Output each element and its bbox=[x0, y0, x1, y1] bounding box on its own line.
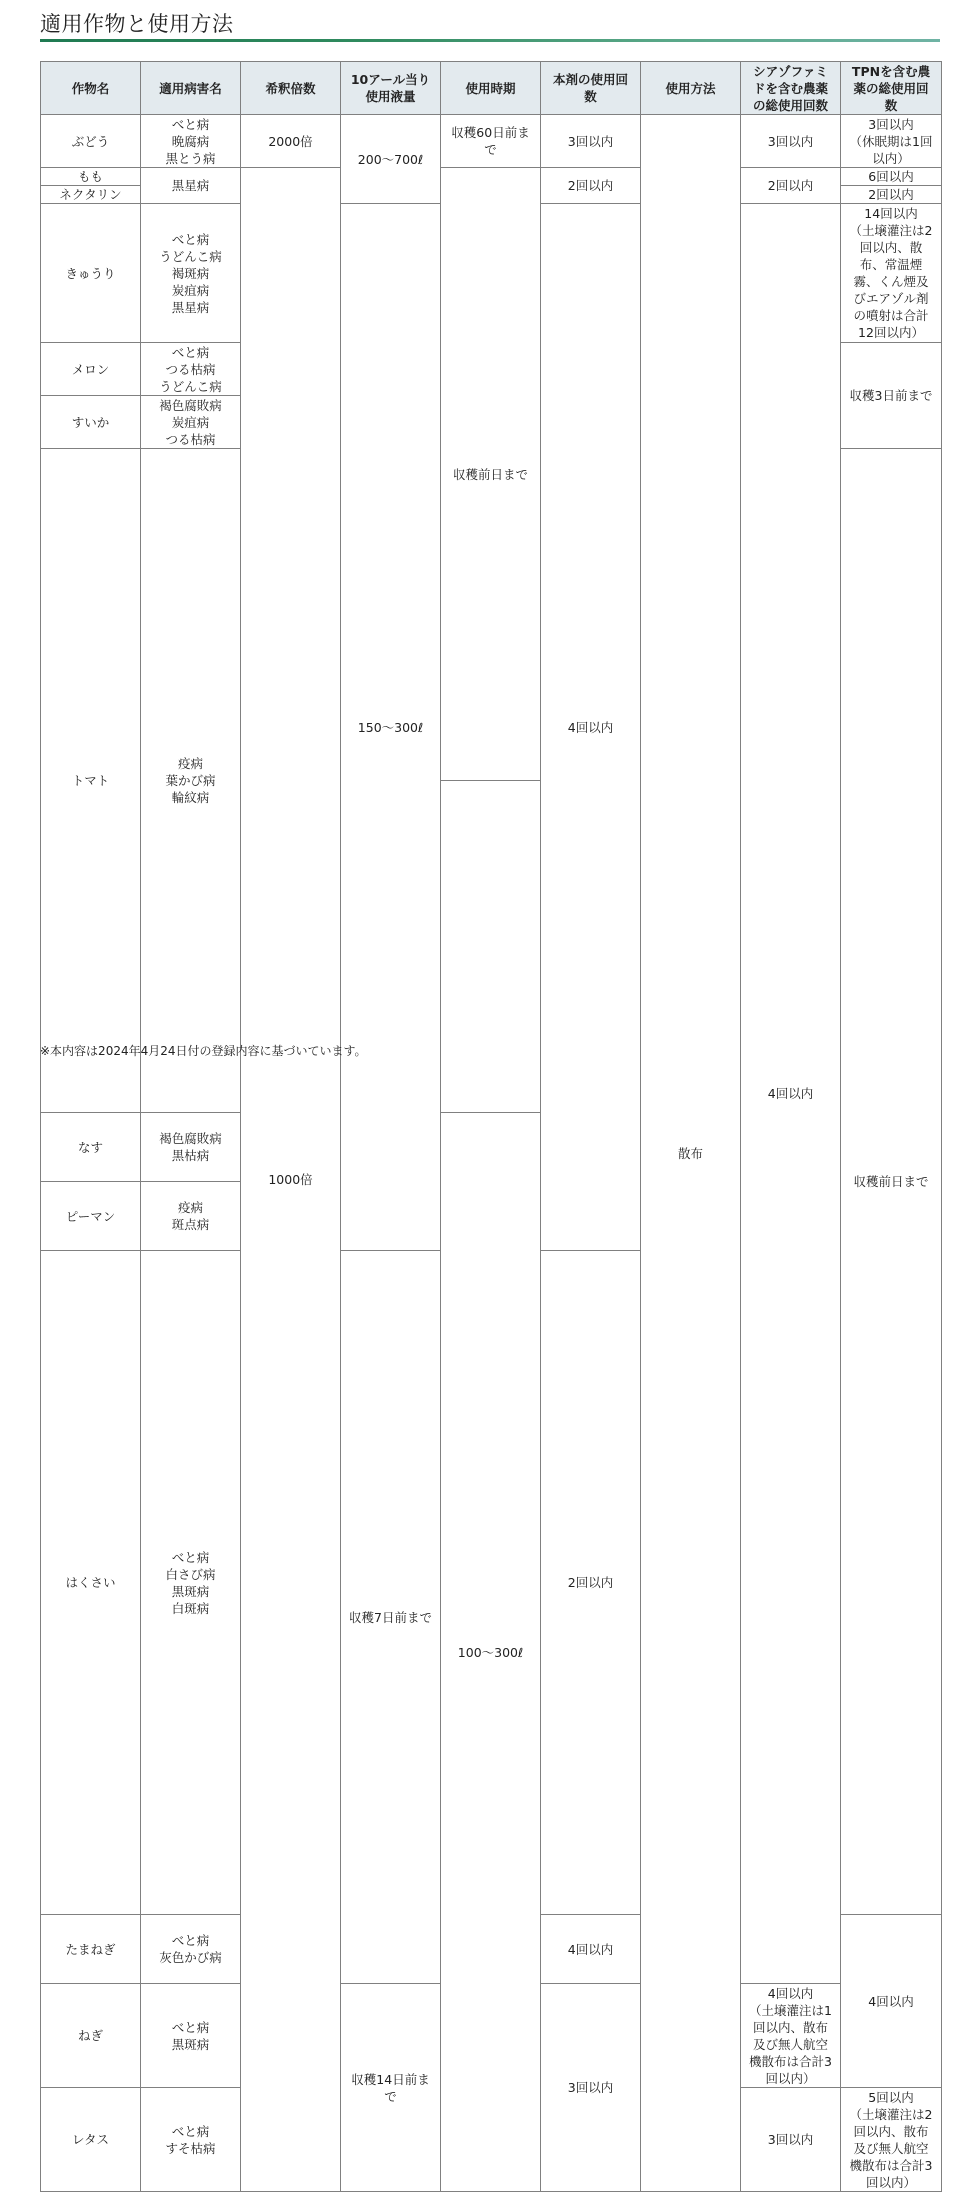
cyazofamid-cell: 3回以内 bbox=[741, 2088, 841, 2192]
uses-cell: 2回以内 bbox=[541, 1251, 641, 1915]
cyazofamid-cell: 4回以内 bbox=[841, 1915, 942, 2088]
crop-cell: すいか bbox=[41, 396, 141, 449]
timing-cell: 収穫7日前まで bbox=[341, 1251, 441, 1984]
disease-cell: べと病 黒斑病 bbox=[141, 1984, 241, 2088]
dilution-cell: 1000倍 bbox=[241, 168, 341, 2192]
volume-cell: 150～300ℓ bbox=[341, 204, 441, 1251]
uses-cell: 4回以内 bbox=[541, 204, 641, 1251]
header-tpn-total: TPNを含む農 薬の総使用回 数 bbox=[841, 62, 942, 115]
header-method: 使用方法 bbox=[641, 62, 741, 115]
crop-cell: ネクタリン bbox=[41, 186, 141, 204]
disease-cell: 褐色腐敗病 黒枯病 bbox=[141, 1113, 241, 1182]
crop-cell: トマト bbox=[41, 449, 141, 1113]
crop-cell: ねぎ bbox=[41, 1984, 141, 2088]
uses-cell: 3回以内 bbox=[541, 1984, 641, 2192]
tpn-cell: 14回以内 （土壌灌注は2 回以内、散 布、常温煙 霧、くん煙及 びエアゾル剤 の噴射は合計 12回以内） bbox=[841, 204, 942, 343]
crop-cell: ぶどう bbox=[41, 115, 141, 168]
timing-cell: 収穫前日まで bbox=[441, 168, 541, 781]
volume-cell: 100～300ℓ bbox=[441, 1113, 541, 2192]
crop-cell: たまねぎ bbox=[41, 1915, 141, 1984]
header-timing: 使用時期 bbox=[441, 62, 541, 115]
disease-cell: べと病 うどんこ病 褐斑病 炭疽病 黒星病 bbox=[141, 204, 241, 343]
disease-cell: べと病 つる枯病 うどんこ病 bbox=[141, 343, 241, 396]
timing-cell: 収穫14日前ま で bbox=[341, 1984, 441, 2192]
page-title: 適用作物と使用方法 bbox=[40, 12, 234, 36]
crop-cell: ピーマン bbox=[41, 1182, 141, 1251]
title-underline bbox=[40, 39, 940, 42]
disease-cell: べと病 晩腐病 黒とう病 bbox=[141, 115, 241, 168]
table-row bbox=[41, 115, 942, 168]
tpn-cell: 4回以内 （土壌灌注は1 回以内、散布 及び無人航空 機散布は合計3 回以内） bbox=[741, 1984, 841, 2088]
disease-cell: 褐色腐敗病 炭疽病 つる枯病 bbox=[141, 396, 241, 449]
timing-cell: 収穫3日前まで bbox=[841, 343, 942, 449]
table-row bbox=[41, 168, 942, 186]
tpn-cell: 3回以内 （休眠期は1回 以内） bbox=[841, 115, 942, 168]
header-uses: 本剤の使用回 数 bbox=[541, 62, 641, 115]
crop-cell: もも bbox=[41, 168, 141, 186]
disease-cell: べと病 すそ枯病 bbox=[141, 2088, 241, 2192]
header-cyazofamid-total: シアゾファミ ドを含む農薬 の総使用回数 bbox=[741, 62, 841, 115]
application-table bbox=[40, 61, 942, 2192]
footnote: ※本内容は2024年4月24日付の登録内容に基づいています。 bbox=[40, 1044, 367, 1058]
crop-cell: きゅうり bbox=[41, 204, 141, 343]
cyazofamid-cell: 3回以内 bbox=[741, 115, 841, 168]
timing-cell: 収穫前日まで bbox=[841, 449, 942, 1915]
tpn-cell: 5回以内 （土壌灌注は2 回以内、散布 及び無人航空 機散布は合計3 回以内） bbox=[841, 2088, 942, 2192]
cyazofamid-cell: 2回以内 bbox=[741, 168, 841, 204]
volume-cell: 200～700ℓ bbox=[341, 115, 441, 204]
header-row bbox=[41, 62, 942, 115]
header-disease: 適用病害名 bbox=[141, 62, 241, 115]
disease-cell: べと病 白さび病 黒斑病 白斑病 bbox=[141, 1251, 241, 1915]
crop-cell: なす bbox=[41, 1113, 141, 1182]
header-volume: 10アール当り 使用液量 bbox=[341, 62, 441, 115]
header-crop: 作物名 bbox=[41, 62, 141, 115]
crop-cell: はくさい bbox=[41, 1251, 141, 1915]
timing-cell: 収穫60日前ま で bbox=[441, 115, 541, 168]
cyazofamid-cell: 4回以内 bbox=[741, 204, 841, 1984]
disease-cell: 疫病 斑点病 bbox=[141, 1182, 241, 1251]
crop-cell: メロン bbox=[41, 343, 141, 396]
crop-cell: レタス bbox=[41, 2088, 141, 2192]
header-dilution: 希釈倍数 bbox=[241, 62, 341, 115]
dilution-cell: 2000倍 bbox=[241, 115, 341, 168]
tpn-cell: 2回以内 bbox=[841, 186, 942, 204]
uses-cell: 2回以内 bbox=[541, 168, 641, 204]
tpn-cell: 6回以内 bbox=[841, 168, 942, 186]
disease-cell: 黒星病 bbox=[141, 168, 241, 204]
disease-cell: べと病 灰色かび病 bbox=[141, 1915, 241, 1984]
disease-cell: 疫病 葉かび病 輪紋病 bbox=[141, 449, 241, 1113]
uses-cell: 4回以内 bbox=[541, 1915, 641, 1984]
uses-cell: 3回以内 bbox=[541, 115, 641, 168]
method-cell: 散布 bbox=[641, 115, 741, 2192]
